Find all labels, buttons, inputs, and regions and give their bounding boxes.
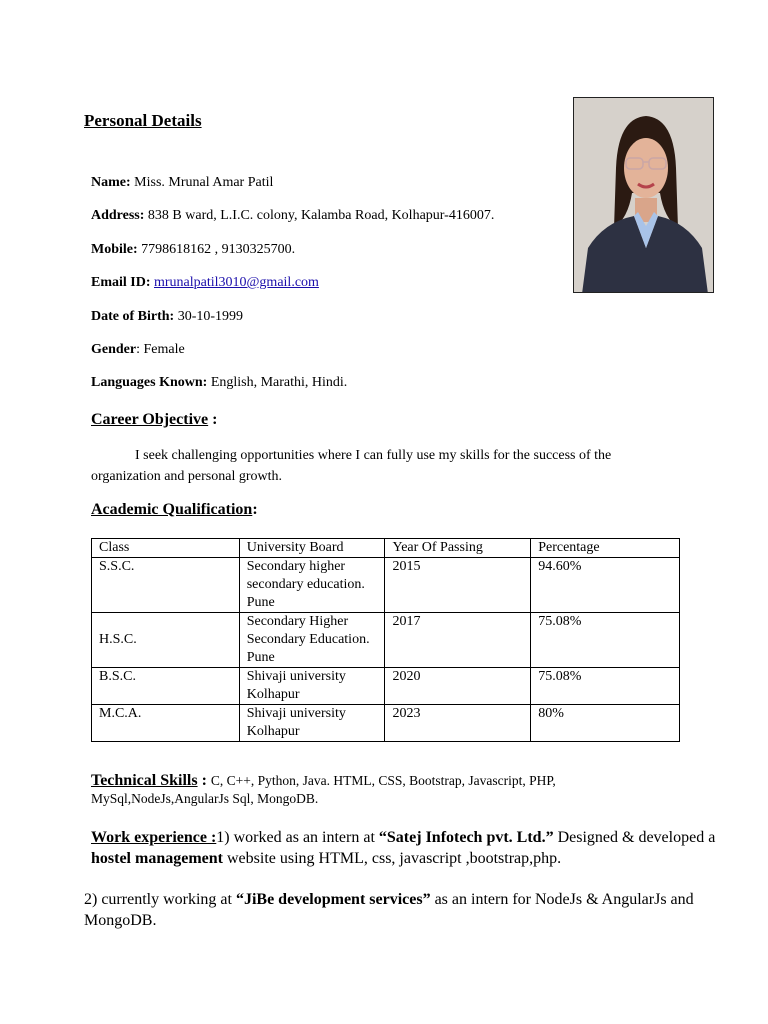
work-experience-item-1 xyxy=(91,827,731,869)
table-row xyxy=(92,558,680,613)
table-header-row xyxy=(92,539,680,558)
year-cell: 2023 xyxy=(385,705,531,742)
year-cell: 2015 xyxy=(385,558,531,613)
dob-field xyxy=(91,309,243,325)
email-field xyxy=(91,275,319,291)
personal-details-heading: Personal Details xyxy=(84,111,202,130)
class-cell: M.C.A. xyxy=(92,705,240,742)
languages-label: Languages Known: xyxy=(91,375,208,390)
gender-field xyxy=(91,342,185,358)
career-objective-heading xyxy=(91,411,217,429)
table-row xyxy=(92,613,680,668)
languages-field xyxy=(91,375,347,391)
email-label: Email ID: xyxy=(91,275,151,290)
name-field xyxy=(91,175,273,191)
address-field xyxy=(91,208,494,224)
dob-value: 30-10-1999 xyxy=(177,309,244,324)
skills-separator: : xyxy=(197,772,211,789)
percent-cell: 80% xyxy=(531,705,680,742)
technical-skills xyxy=(91,772,651,808)
career-objective-text xyxy=(91,445,681,487)
mobile-field xyxy=(91,242,295,258)
board-cell: Secondary Higher Secondary Education. Pune xyxy=(239,613,385,668)
column-header: Percentage xyxy=(531,539,680,558)
mobile-label: Mobile: xyxy=(91,242,138,257)
column-header: Year Of Passing xyxy=(385,539,531,558)
dob-label: Date of Birth: xyxy=(91,309,175,324)
name-label: Name: xyxy=(91,175,131,190)
work-p1-c: website using HTML, css, javascript ,bootstrap,php. xyxy=(222,850,562,867)
gender-value: : Female xyxy=(136,342,185,357)
academic-heading-text: Academic Qualification xyxy=(91,501,253,518)
academic-heading xyxy=(91,501,258,519)
work-p1-a: 1) worked as an intern at xyxy=(216,829,379,846)
academic-table xyxy=(91,538,680,742)
work-heading: Work experience : xyxy=(91,829,217,846)
academic-heading-suffix: : xyxy=(252,501,258,518)
year-cell: 2020 xyxy=(385,668,531,705)
work-p2-b: as an intern for NodeJs & AngularJs and MongoDB. xyxy=(84,891,694,929)
career-heading-text: Career Objective xyxy=(91,411,209,428)
percent-cell: 75.08% xyxy=(531,668,680,705)
class-cell: S.S.C. xyxy=(92,558,240,613)
career-text: I seek challenging opportunities where I can fully use my skills for the success of the organization and personal growth. xyxy=(91,448,612,484)
work-p2-a: 2) currently working at xyxy=(84,891,236,908)
class-cell: B.S.C. xyxy=(92,668,240,705)
board-cell: Shivaji university Kolhapur xyxy=(239,705,385,742)
career-heading-suffix: : xyxy=(208,411,218,428)
languages-value: English, Marathi, Hindi. xyxy=(210,375,348,390)
work-p1-company: “Satej Infotech pvt. Ltd.” xyxy=(378,829,554,846)
address-label: Address: xyxy=(91,208,145,223)
work-p1-project: hostel management xyxy=(91,850,223,867)
work-experience-item-2 xyxy=(84,889,724,931)
skills-text: C, C++, Python, Java. HTML, CSS, Bootstrap, Javascript, PHP, MySql,NodeJs,AngularJs Sql, MongoDB. xyxy=(91,773,556,806)
address-value: 838 B ward, L.I.C. colony, Kalamba Road, Kolhapur-416007. xyxy=(147,208,495,223)
gender-label: Gender xyxy=(91,342,137,357)
board-cell: Secondary higher secondary education. Pune xyxy=(239,558,385,613)
email-link[interactable]: mrunalpatil3010@gmail.com xyxy=(154,275,319,290)
table-row xyxy=(92,668,680,705)
table-row xyxy=(92,705,680,742)
skills-heading: Technical Skills xyxy=(91,772,198,789)
year-cell: 2017 xyxy=(385,613,531,668)
work-p1-b: Designed & developed a xyxy=(553,829,716,846)
column-header: Class xyxy=(92,539,240,558)
percent-cell: 75.08% xyxy=(531,613,680,668)
column-header: University Board xyxy=(239,539,385,558)
board-cell: Shivaji university Kolhapur xyxy=(239,668,385,705)
profile-photo xyxy=(573,97,714,293)
mobile-value: 7798618162 , 9130325700. xyxy=(141,242,296,257)
percent-cell: 94.60% xyxy=(531,558,680,613)
work-p2-company: “JiBe development services” xyxy=(235,891,431,908)
class-cell: H.S.C. xyxy=(92,613,240,668)
name-value: Miss. Mrunal Amar Patil xyxy=(134,175,274,190)
